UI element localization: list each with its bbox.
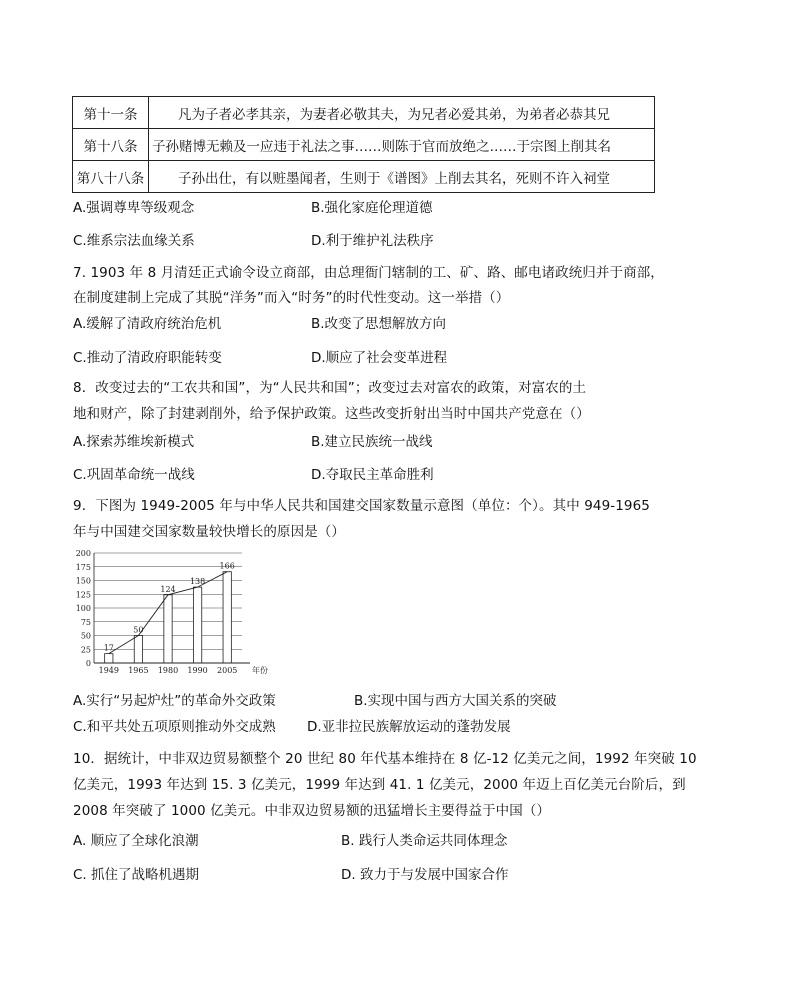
bar [134, 636, 142, 664]
q6-option-a: A.强调尊卑等级观念 [73, 200, 195, 216]
q10-option-d: D. 致力于与发展中国家合作 [341, 867, 509, 883]
data-label: 166 [219, 561, 235, 571]
q9-option-c: C.和平共处五项原则推动外交成熟 [73, 719, 276, 735]
q9-option-d: D.亚非拉民族解放运动的蓬勃发展 [307, 719, 511, 735]
bar [164, 595, 172, 663]
x-tick-label: 1980 [157, 666, 179, 675]
q7-option-b: B.改变了思想解放方向 [311, 316, 447, 332]
bar [223, 572, 231, 663]
q9-option-b: B.实现中国与西方大国关系的突破 [354, 693, 557, 709]
q10-stem-line3: 2008 年突破了 1000 亿美元。中非双边贸易额的迅猛增长主要得益于中国（） [73, 803, 551, 819]
q9-stem-line1: 9．下图为 1949-2005 年与中华人民共和国建交国家数量示意图（单位：个）。其中 949-1965 [73, 498, 650, 514]
rule-content-cell: 子孙出仕，有以赃墨闻者，生则于《谱图》上削去其名，死则不许入祠堂 [149, 161, 655, 193]
q7-stem-line1: 7. 1903 年 8 月清廷正式谕令设立商部，由总理衙门辖制的工、矿、路、邮电诸政统归并于商部， [73, 265, 664, 281]
q8-option-d: D.夺取民主革命胜利 [311, 467, 434, 483]
q8-option-b: B.建立民族统一战线 [311, 434, 433, 450]
q10-option-b: B. 践行人类命运共同体理念 [341, 833, 508, 849]
data-label: 124 [160, 584, 176, 594]
q8-option-a: A.探索苏维埃新模式 [73, 434, 195, 450]
clan-rules-table [72, 96, 655, 193]
y-tick-label: 175 [75, 562, 91, 572]
y-tick-label: 125 [75, 590, 91, 600]
article-cell: 第十一条 [73, 97, 149, 129]
data-label: 50 [133, 625, 144, 635]
q8-stem-line1: 8．改变过去的“工农共和国”，为“人民共和国”；改变过去对富农的政策，对富农的土 [73, 380, 587, 396]
q10-option-c: C. 抓住了战略机遇期 [73, 867, 200, 883]
article-cell: 第十八条 [73, 129, 149, 161]
q6-option-b: B.强化家庭伦理道德 [311, 200, 433, 216]
q7-option-d: D.顺应了社会变革进程 [311, 350, 448, 366]
q8-stem-line2: 地和财产，除了封建剥削外，给予保护政策。这些改变折射出当时中国共产党意在（） [73, 406, 590, 422]
x-tick-label: 1965 [128, 666, 149, 675]
q10-option-a: A. 顺应了全球化浪潮 [73, 833, 199, 849]
rule-content-cell: 子孙赌博无赖及一应违于礼法之事……则陈于官而放绝之……于宗图上削其名 [149, 129, 655, 161]
q9-stem-line2: 年与中国建交国家数量较快增长的原因是（） [73, 524, 345, 540]
data-label: 17 [103, 643, 114, 653]
y-tick-label: 50 [80, 631, 91, 641]
article-cell: 第八十八条 [73, 161, 149, 193]
y-tick-label: 100 [75, 604, 91, 613]
q8-option-c: C.巩固革命统一战线 [73, 467, 195, 483]
bar [105, 654, 113, 663]
diplomatic-relations-bar-chart [64, 543, 294, 678]
x-tick-label: 2005 [217, 666, 238, 675]
q10-stem-line1: 10．据统计，中非双边贸易额整个 20 世纪 80 年代基本维持在 8 亿-12 亿美元之间，1992 年突破 10 [73, 751, 697, 767]
q6-option-c: C.维系宗法血缘关系 [73, 233, 195, 249]
y-tick-label: 0 [85, 659, 91, 668]
bar [193, 587, 201, 663]
table-row [73, 161, 655, 193]
q9-option-a: A.实行“另起炉灶”的革命外交政策 [73, 693, 276, 709]
y-tick-label: 200 [75, 549, 91, 558]
q7-option-c: C.推动了清政府职能转变 [73, 350, 222, 366]
q7-option-a: A.缓解了清政府统治危机 [73, 316, 222, 332]
table-row [73, 97, 655, 129]
y-tick-label: 150 [75, 576, 91, 586]
x-tick-label: 1990 [187, 666, 208, 675]
q10-stem-line2: 亿美元，1993 年达到 15. 3 亿美元，1999 年达到 41. 1 亿美元，2000 年迈上百亿美元台阶后，到 [73, 777, 686, 793]
x-axis-label: 年份 [252, 666, 268, 675]
data-label: 138 [189, 577, 206, 587]
q6-option-d: D.利于维护礼法秩序 [311, 233, 434, 249]
x-tick-label: 1949 [98, 666, 119, 675]
y-tick-label: 75 [80, 617, 91, 627]
table-row [73, 129, 655, 161]
q7-stem-line2: 在制度建制上完成了其脱“洋务”而入“时务”的时代性变动。这一举措（） [73, 290, 510, 306]
rule-content-cell: 凡为子者必孝其亲，为妻者必敬其夫，为兄者必爱其弟，为弟者必恭其兄 [149, 97, 655, 129]
y-tick-label: 25 [80, 645, 91, 655]
